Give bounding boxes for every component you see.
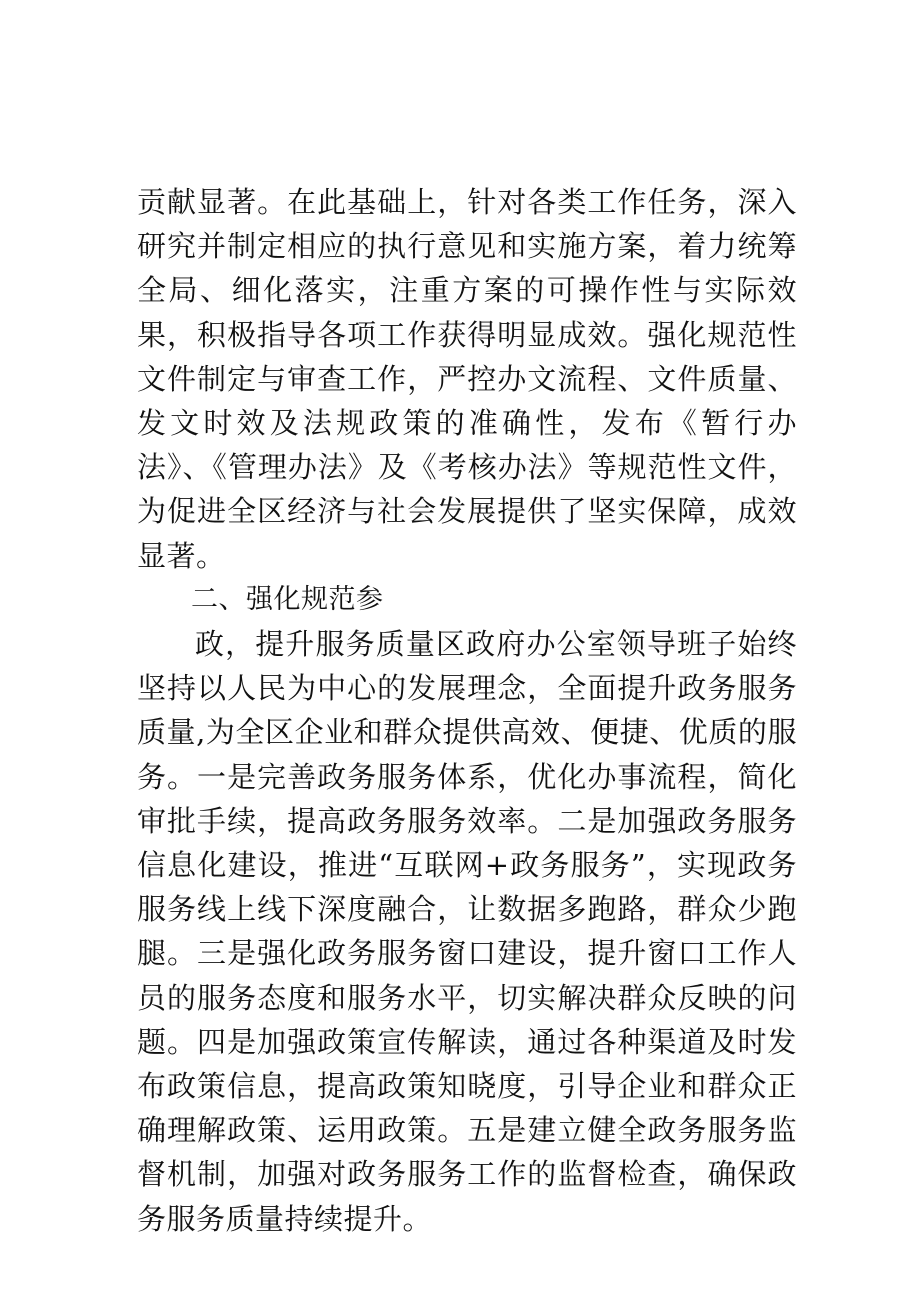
paragraph-continuation: 贡献显著。在此基础上，针对各类工作任务，深入研究并制定相应的执行意见和实施方案，着力统筹全局、细化落实，注重方案的可操作性与实际效果，积极指导各项工作获得明显成效。强化规范性文件制定与审查工作，严控办文流程、文件质量、发文时效及法规政策的准确性，发布《暂行办法》、《管理办法》及《考核办法》等规范性文件，为促进全区经济与社会发展提供了坚实保障，成效显著。 bbox=[137, 185, 797, 573]
section-heading: 二、强化规范参 bbox=[191, 583, 384, 615]
document-body bbox=[137, 180, 797, 1241]
paragraph-service-quality: 政，提升服务质量区政府办公室领导班子始终坚持以人民为中心的发展理念，全面提升政务服务质量,为全区企业和群众提供高效、便捷、优质的服务。一是完善政务服务体系，优化办事流程，简化审批手续，提高政务服务效率。二是加强政务服务信息化建设，推进“互联网+政务服务”，实现政务服务线上线下深度融合，让数据多跑路，群众少跑腿。三是强化政务服务窗口建设，提升窗口工作人员的服务态度和服务水平，切实解决群众反映的问题。四是加强政策宣传解读，通过各种渠道及时发布政策信息，提高政策知晓度，引导企业和群众正确理解政策、运用政策。五是建立健全政务服务监督机制，加强对政务服务工作的监督检查，确保政务服务质量持续提升。 bbox=[137, 627, 797, 1236]
